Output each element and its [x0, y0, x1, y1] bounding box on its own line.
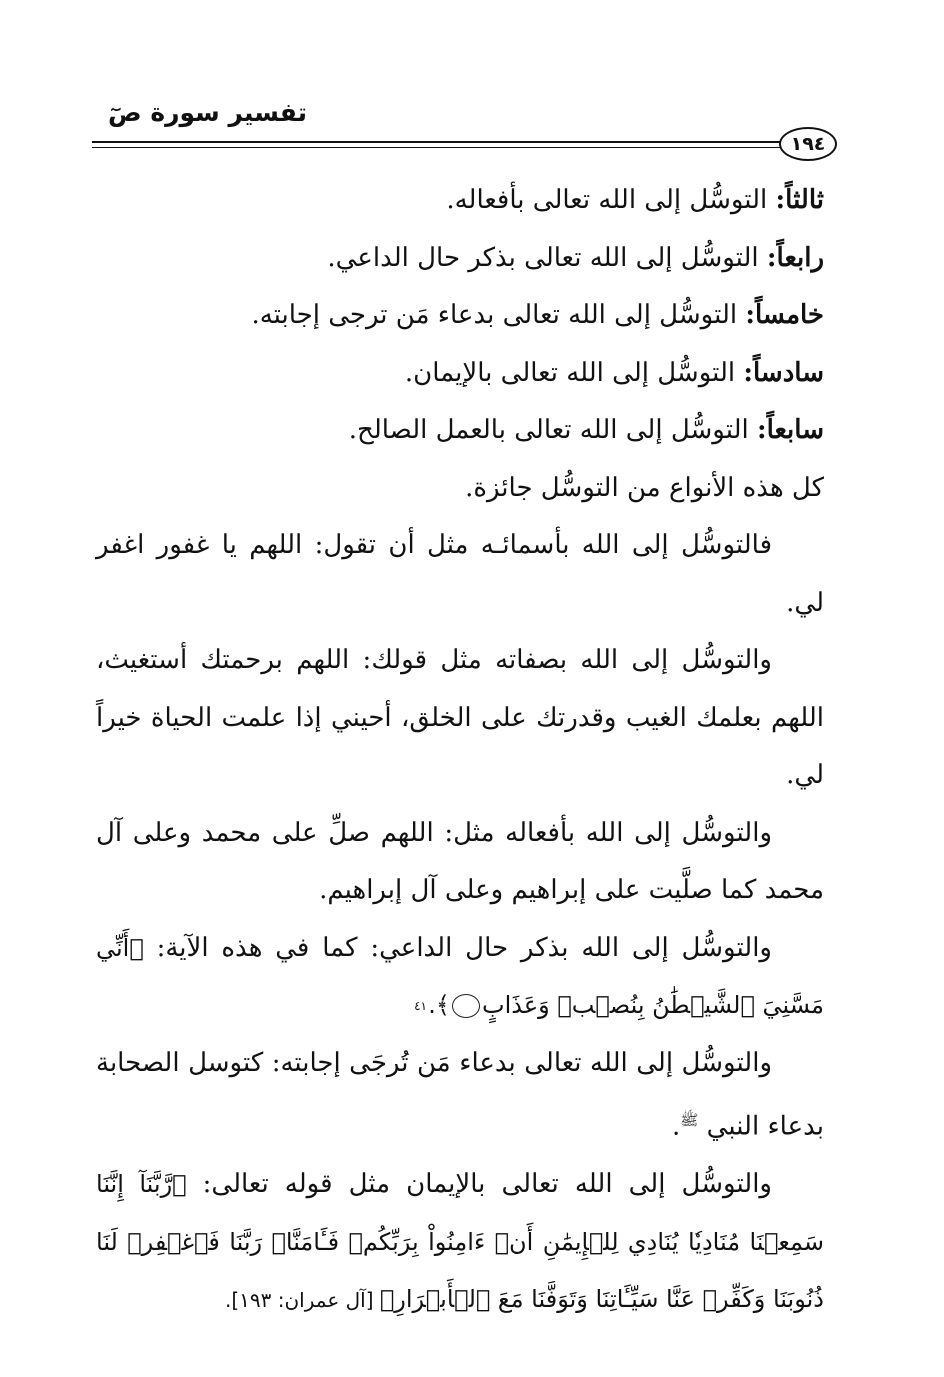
aya-number-mark: ٤١: [452, 994, 480, 1018]
list-item: [96, 345, 824, 403]
quran-verse: ﴿أَنِّي مَسَّنِيَ ٱلشَّيۡطَٰنُ بِنُصۡبٖ وَعَذَابٍ: [96, 933, 824, 1019]
list-item-text: التوسُّل إلى الله تعالى بأفعاله.: [446, 185, 776, 215]
paragraph-by-iman-intro: والتوسُّل إلى الله تعالى بالإيمان مثل قوله تعالى:: [186, 1169, 772, 1200]
list-item-text: التوسُّل إلى الله تعالى بالعمل الصالح.: [348, 415, 757, 445]
header-rule: [92, 141, 782, 148]
list-item-label: سادساً:: [743, 357, 824, 388]
list-item-text: التوسُّل إلى الله تعالى بالإيمان.: [404, 357, 744, 388]
list-item: [96, 172, 824, 230]
paragraph-by-names: فالتوسُّل إلى الله بأسمائـه مثل أن تقول: اللهم يا غفور اغفر لي.: [96, 530, 824, 618]
quran-verse: ﴿رَّبَّنَآ إِنَّنَا سَمِعۡنَا مُنَادِيٗا يُنَادِي لِلۡإِيمَٰنِ أَنۡ ءَامِنُواْ بِرَبِّكُمۡ فَـَٔامَنَّاۚ رَبَّنَا فَٱغۡفِرۡ لَنَا ذُنُوبَنَا وَكَفِّرۡ عَنَّا سَيِّـَٔاتِنَا وَتَوَفَّنَا مَعَ ٱلۡأَبۡرَارِ﴾: [96, 1170, 824, 1314]
paragraph-by-dua-end: .: [672, 1111, 681, 1142]
list-item-label: ثالثاً:: [775, 185, 824, 215]
salla-mark: ﷺ: [680, 1111, 699, 1129]
list-item: [96, 287, 824, 345]
body-text: [96, 172, 824, 1330]
running-title: تفسير سورة صٓ: [108, 98, 308, 127]
page-number-text: ١٩٤: [790, 133, 826, 155]
paragraph-by-state: [96, 920, 824, 1035]
paragraph-by-attributes: والتوسُّل إلى الله بصفاته مثل قولك: اللهم برحمتك أستغيث، اللهم بعلمك الغيب وقدرتك على الخلق، أحيني إذا علمت الحياة خيراً لي.: [96, 645, 824, 790]
list-item-label: خامساً:: [745, 300, 824, 330]
list-item-label: رابعاً:: [766, 242, 824, 273]
paragraph-by-actions: والتوسُّل إلى الله بأفعاله مثل: اللهم صلِّ على محمد وعلى آل محمد كما صلَّيت على إبراهيم وعلى آل إبراهيم.: [96, 817, 824, 905]
paragraph-by-dua: [96, 1035, 824, 1157]
list-item-label: سابعاً:: [756, 415, 824, 445]
paragraph-by-state-intro: والتوسُّل إلى الله بذكر حال الداعي: كما في هذه الآية:: [143, 932, 772, 963]
quran-close: ﴾.: [428, 991, 450, 1019]
list-item: [96, 230, 824, 288]
paragraph-all-permitted: كل هذه الأنواع من التوسُّل جائزة.: [465, 472, 824, 503]
paragraph-by-dua-text: والتوسُّل إلى الله تعالى بدعاء مَن تُرجَى إجابته: كتوسل الصحابة بدعاء النبي: [96, 1047, 824, 1142]
list-item: [96, 402, 824, 460]
paragraph-by-iman: [96, 1156, 824, 1330]
page-number: [779, 127, 837, 161]
list-item-text: التوسُّل إلى الله تعالى بدعاء مَن ترجى إجابته.: [251, 300, 746, 330]
quran-reference: [آل عمران: ١٩٣].: [224, 1288, 380, 1313]
list-item-text: التوسُّل إلى الله تعالى بذكر حال الداعي.: [327, 242, 767, 273]
